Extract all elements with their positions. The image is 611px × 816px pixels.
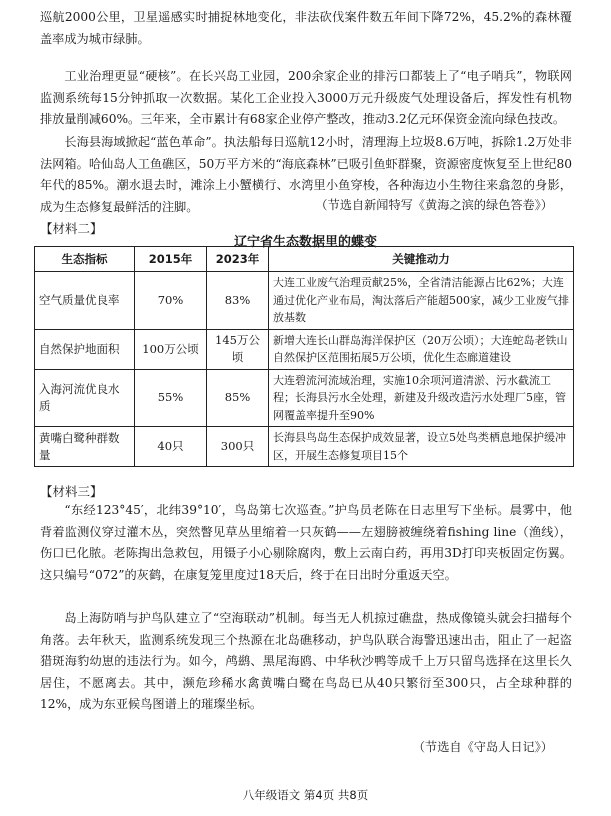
indicator-cell: 入海河流优良水质 [35,369,135,427]
page-footer: 八年级语文 第4页 共8页 [242,788,369,802]
value-2023-cell: 300只 [207,427,269,467]
table-title: 辽宁省生态数据里的蝶变 [233,235,377,250]
eco-data-table [34,246,574,467]
driver-cell: 大连碧流河流域治理，实施10余项河道清淤、污水截流工程；长海县污水全处理，新建及升级改造污水处理厂5座，管网覆盖率提升至90% [269,369,574,427]
material3-label: 【材料三】 [40,484,103,499]
table-row [35,329,574,369]
header-2015: 2015年 [135,247,207,272]
value-2015-cell: 40只 [135,427,207,467]
material1-paragraph-2: 长海县海域掀起“蓝色革命”。执法船每日巡航12小时，清理海上垃圾8.6万吨，拆除1.2万处非法网箱。哈仙岛人工鱼礁区，50万平方米的“海底森林”已吸引鱼虾群聚，资源密度恢复至上世纪80年代的85%。潮水退去时，滩涂上小蟹横行、水湾里小鱼穿梭，各种海边小生物往来翕忽的身影，成为生态修复最鲜活的注脚。 [40,135,572,214]
value-2015-cell: 100万公顷 [135,329,207,369]
table-row [35,369,574,427]
material2-label: 【材料二】 [40,221,103,236]
material3-paragraph-1: “东经123°45′，北纬39°10′，鸟岛第七次巡查。”护鸟员老陈在日志里写下坐标。晨雾中，他背着监测仪穿过灌木丛，突然瞥见草丛里缩着一只灰鹤——左翅膀被缠绕着fishing line（渔线），伤口已化脓。老陈掏出急救包，用镊子小心剔除腐肉，敷上云南白药，再用3D打印夹板固定伤翼。这只编号“072”的灰鹤，在康复笼里度过18天后，终于在日出时分重返天空。 [40,503,572,582]
material1-paragraph-1: 工业治理更显“硬核”。在长兴岛工业园，200余家企业的排污口都装上了“电子哨兵”，物联网监测系统每15分钟抓取一次数据。某化工企业投入3000万元升级废气处理设备后，挥发性有机物排放量削减60%。三年来，全市累计有68家企业停产整改，推动3.2亿元环保资金流向绿色技改。 [40,69,572,126]
indicator-cell: 空气质量优良率 [35,272,135,330]
table-row [35,427,574,467]
material3-paragraph-2: 岛上海防哨与护鸟队建立了“空海联动”机制。每当无人机掠过礁盘，热成像镜头就会扫描每个角落。去年秋天，监测系统发现三个热源在北岛礁移动，护鸟队联合海警迅速出击，阻止了一起盗猎斑海豹幼崽的违法行为。如今，鸬鹚、黑尾海鸥、中华秋沙鸭等成千上万只留鸟选择在这里长久居住，不愿离去。其中，濒危珍稀水禽黄嘴白鹭在鸟岛已从40只繁衍至300只，占全球种群的12%，成为东亚候鸟图谱上的璀璨坐标。 [40,611,572,711]
value-2023-cell: 145万公顷 [207,329,269,369]
value-2023-cell: 85% [207,369,269,427]
material1-paragraph-0: 巡航2000公里，卫星遥感实时捕捉林地变化，非法砍伐案件数五年间下降72%，45.2%的森林覆盖率成为城市绿肺。 [40,10,572,46]
header-driver: 关键推动力 [269,247,574,272]
header-indicator: 生态指标 [35,247,135,272]
driver-cell: 新增大连长山群岛海洋保护区（20万公顷）；大连蛇岛老铁山自然保护区范围拓展5万公顷，优化生态廊道建设 [269,329,574,369]
indicator-cell: 自然保护地面积 [35,329,135,369]
value-2015-cell: 55% [135,369,207,427]
value-2023-cell: 83% [207,272,269,330]
material3-source: （节选自《守岛人日记》） [412,740,553,754]
material1-source: （节选自新闻特写《黄海之滨的绿色答卷》） [315,198,553,212]
value-2015-cell: 70% [135,272,207,330]
table-header-row [35,247,574,272]
header-2023: 2023年 [207,247,269,272]
table-row [35,272,574,330]
indicator-cell: 黄嘴白鹭种群数量 [35,427,135,467]
driver-cell: 大连工业废气治理贡献25%，全省清洁能源占比62%；大连通过优化产业布局，淘汰落后产能超500家，减少工业废气排放基数 [269,272,574,330]
driver-cell: 长海县鸟岛生态保护成效显著，设立5处鸟类栖息地保护缓冲区，开展生态修复项目15个 [269,427,574,467]
